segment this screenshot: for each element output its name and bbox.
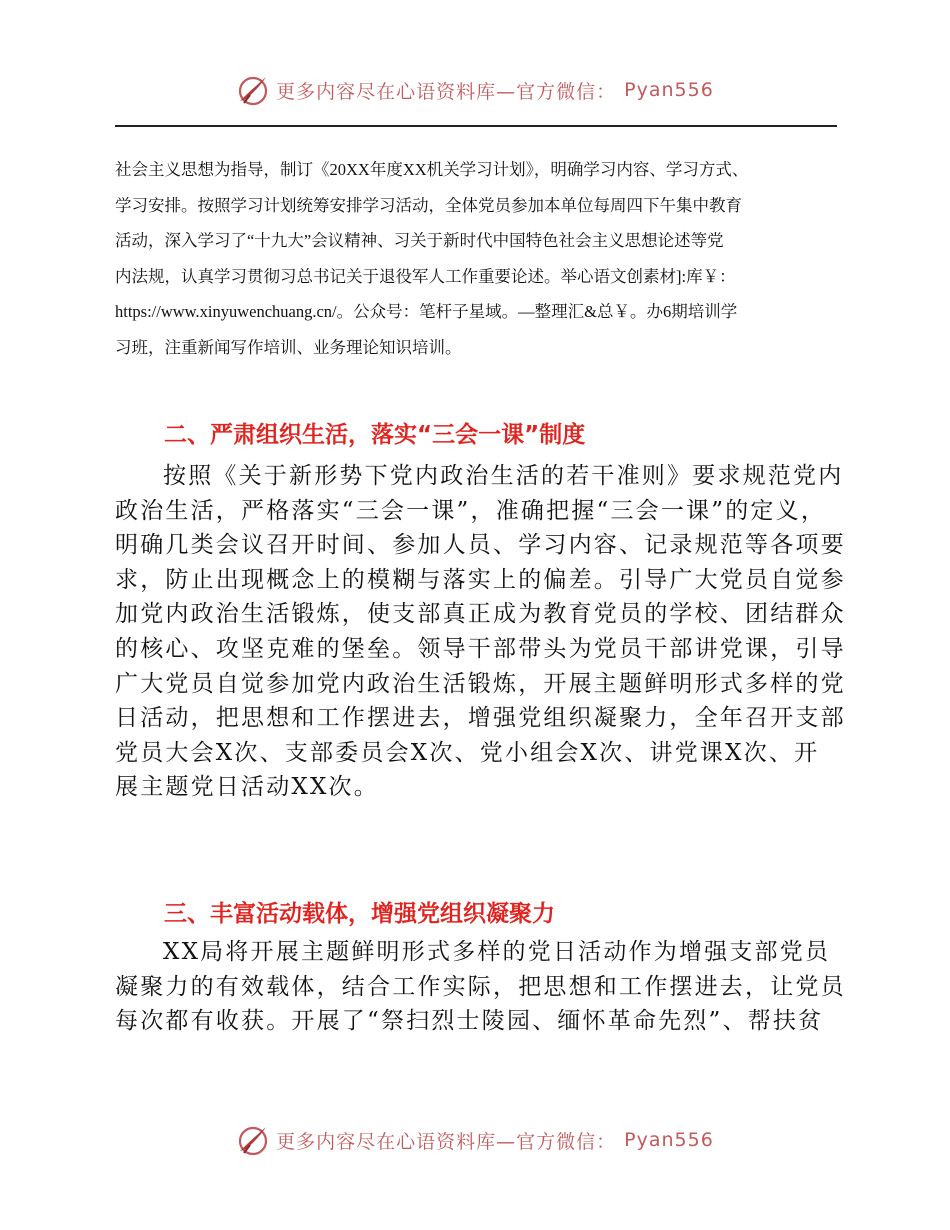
section-3-paragraph xyxy=(115,935,845,1039)
paragraph-line: 展主题党日活动XX次。 xyxy=(115,774,379,801)
section-2-heading: 二、严肃组织生活，落实“三会一课”制度 xyxy=(164,422,586,448)
quill-logo-icon xyxy=(236,73,270,107)
paragraph-line: XX局将开展主题鲜明形式多样的党日活动作为增强支部党员 xyxy=(163,939,831,965)
header-watermark-banner xyxy=(0,68,950,112)
paragraph-line: 每次都有收获。开展了“祭扫烈士陵园、缅怀革命先烈”、帮扶贫 xyxy=(115,1008,824,1035)
paragraph-line: 加党内政治生活锻炼，使支部真正成为教育党员的学校、团结群众 xyxy=(115,601,846,628)
paragraph-line: 明确几类会议召开时间、参加人员、学习内容、记录规范等各项要 xyxy=(115,532,846,559)
paragraph-line: 按照《关于新形势下党内政治生活的若干准则》要求规范党内 xyxy=(163,463,844,489)
intro-line: 活动，深入学习了“十九大”会议精神、习关于新时代中国特色社会主义思想论述等党 xyxy=(115,231,724,250)
section-2-paragraph xyxy=(115,459,845,805)
header-wechat-id: Pyan556 xyxy=(624,79,714,101)
header-banner-text: 更多内容尽在心语资料库—官方微信： xyxy=(276,80,617,103)
paragraph-line: 的核心、攻坚克难的堡垒。领导干部带头为党员干部讲党课，引导 xyxy=(115,635,846,662)
header-divider xyxy=(115,125,837,127)
quill-logo-icon xyxy=(236,1123,270,1157)
intro-paragraph xyxy=(115,152,845,365)
paragraph-line: 政治生活，严格落实“三会一课”，准确把握“三会一课”的定义， xyxy=(115,497,827,524)
intro-line-url: https://www.xinyuwenchuang.cn/。公众号：笔杆子星域。—整理汇&总￥。办6期培训学 xyxy=(115,302,738,321)
intro-line: 内法规，认真学习贯彻习总书记关于退役军人工作重要论述。举心语文创素材]:库￥： xyxy=(115,266,736,286)
paragraph-line: 党员大会X次、支部委员会X次、党小组会X次、讲党课X次、开 xyxy=(115,739,820,766)
section-3-heading: 三、丰富活动载体，增强党组织凝聚力 xyxy=(164,901,555,927)
footer-banner-text: 更多内容尽在心语资料库—官方微信： xyxy=(276,1130,617,1153)
paragraph-line: 日活动，把思想和工作摆进去，增强党组织凝聚力，全年召开支部 xyxy=(115,705,846,732)
paragraph-line: 求，防止出现概念上的模糊与落实上的偏差。引导广大党员自觉参 xyxy=(115,566,846,593)
intro-line: 学习安排。按照学习计划统筹安排学习活动，全体党员参加本单位每周四下午集中教育 xyxy=(115,195,742,215)
paragraph-line: 广大党员自觉参加党内政治生活锻炼，开展主题鲜明形式多样的党 xyxy=(115,670,846,697)
footer-wechat-id: Pyan556 xyxy=(624,1129,714,1151)
footer-watermark-banner xyxy=(0,1118,950,1162)
intro-line: 习班，注重新闻写作培训、业务理论知识培训。 xyxy=(115,337,462,357)
intro-line: 社会主义思想为指导，制订《20XX年度XX机关学习计划》，明确学习内容、学习方式、 xyxy=(115,160,749,179)
paragraph-line: 凝聚力的有效载体，结合工作实际，把思想和工作摆进去，让党员 xyxy=(115,973,846,1000)
